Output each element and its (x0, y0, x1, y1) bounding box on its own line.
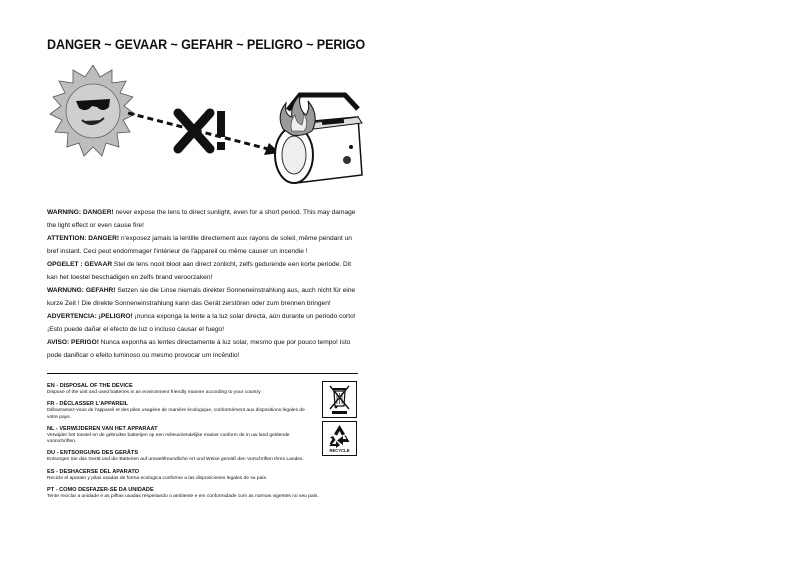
warning-text: ¡nunca exponga la lente a la luz solar directa, aún durante un periodo corto! ¡Esto puede dañar el efecto de luz o incluso causar el fuego! (47, 313, 356, 333)
warning-paragraph (47, 206, 362, 232)
warning-text: never expose the lens to direct sunlight, even for a short period. This may damage the light effect or even cause fire! (47, 209, 356, 229)
disposal-heading: DU - ENTSORGUNG DES GERÄTS (47, 450, 139, 457)
disposal-item (47, 401, 315, 421)
warning-list (47, 206, 362, 362)
warning-paragraph (47, 258, 362, 284)
sun-icon (50, 65, 135, 156)
disposal-item (47, 426, 315, 446)
warning-label: WARNUNG: GEFAHR! (47, 287, 116, 294)
warning-text: n'exposez jamais la lentille directement aux rayons de soleil, même pendant un bref instant. Ceci peut endommager l'intérieur de l'appareil ou même causer un incendie ! (47, 235, 352, 255)
warning-text: Setzen sie die Linse niemals direkter Sonneneinstrahlung aus, auch nicht für eine kurze Zeit ! Die direkte Sonneneinstrahlung kann das Gerät zerstören oder zum brennen bringen! (47, 287, 356, 307)
disposal-heading: PT - COMO DESFAZER-SE DA UNIDADE (47, 487, 154, 494)
disposal-item (47, 383, 315, 396)
disposal-item (47, 450, 367, 463)
weee-bin-icon (322, 381, 357, 418)
warning-paragraph (47, 310, 362, 336)
disposal-text: Débarrassez-vous de l'appareil et des piles usagées de manière écologique, conformément aux dispositions légales de votre pays. (47, 408, 305, 420)
warning-paragraph (47, 232, 362, 258)
warning-label: ATTENTION: DANGER! (47, 235, 120, 242)
warning-label: OPGELET : GEVAAR (47, 261, 113, 268)
disposal-heading: FR - DÉCLASSER L'APPAREIL (47, 401, 129, 408)
warning-label: AVISO: PERIGO! (47, 339, 99, 346)
warning-text: Nunca exponha as lentes directamente à luz solar, mesmo que por pouco tempo! Isto pode danificar o efeito luminoso ou mesmo provocar um incêndio! (47, 339, 351, 359)
disposal-heading: EN - DISPOSAL OF THE DEVICE (47, 383, 133, 389)
disposal-text: Dispose of the unit and used batteries in an environment friendly manner according to your country (47, 390, 261, 395)
warning-illustration (40, 65, 370, 205)
warning-paragraph (47, 336, 362, 362)
disposal-heading: ES - DESHACERSE DEL APARATO (47, 468, 139, 475)
disposal-item (47, 487, 367, 500)
warning-label: ADVERTENCIA: ¡PELIGRO! (47, 313, 133, 320)
disposal-text: Tente reciclar a unidade e as pilhas usadas respeitando o ambiente e em conformidade com as normas vigentes no seu país. (47, 494, 319, 500)
disposal-text: Entsorgen Sie das Gerät und die Batterien auf umweltfreundliche Art und Weise gemäß den Vorschriften Ihres Landes. (47, 457, 304, 463)
warning-text: Stel de lens nooit bloot aan direct zonlicht, zelfs gedurende een korte periode. Dit kan het toestel beschadigen en zelfs brand veroorzaken! (47, 261, 352, 281)
recycle-label: RECYCLE (329, 448, 350, 453)
disposal-text: Verwijder het toestel en de gebruikte batterijen op een milieuvriendelijke manier conform de in uw land geldende voorschriften. (47, 432, 290, 445)
disposal-section (47, 383, 319, 505)
section-divider (47, 373, 358, 374)
lamp-icon (275, 95, 362, 183)
page-title: DANGER ~ GEVAAR ~ GEFAHR ~ PELIGRO ~ PERIGO (47, 37, 366, 52)
disposal-item (47, 469, 367, 482)
disposal-heading: NL - VERWIJDEREN VAN HET APPARAAT (47, 425, 158, 432)
disposal-text: Recicle el aparato y pilas usadas de forma ecologica conforme a las disposiciones legales de su país. (47, 475, 268, 481)
warning-label: WARNING: DANGER! (47, 209, 114, 216)
warning-paragraph (47, 284, 362, 310)
recycle-icon (322, 421, 357, 456)
